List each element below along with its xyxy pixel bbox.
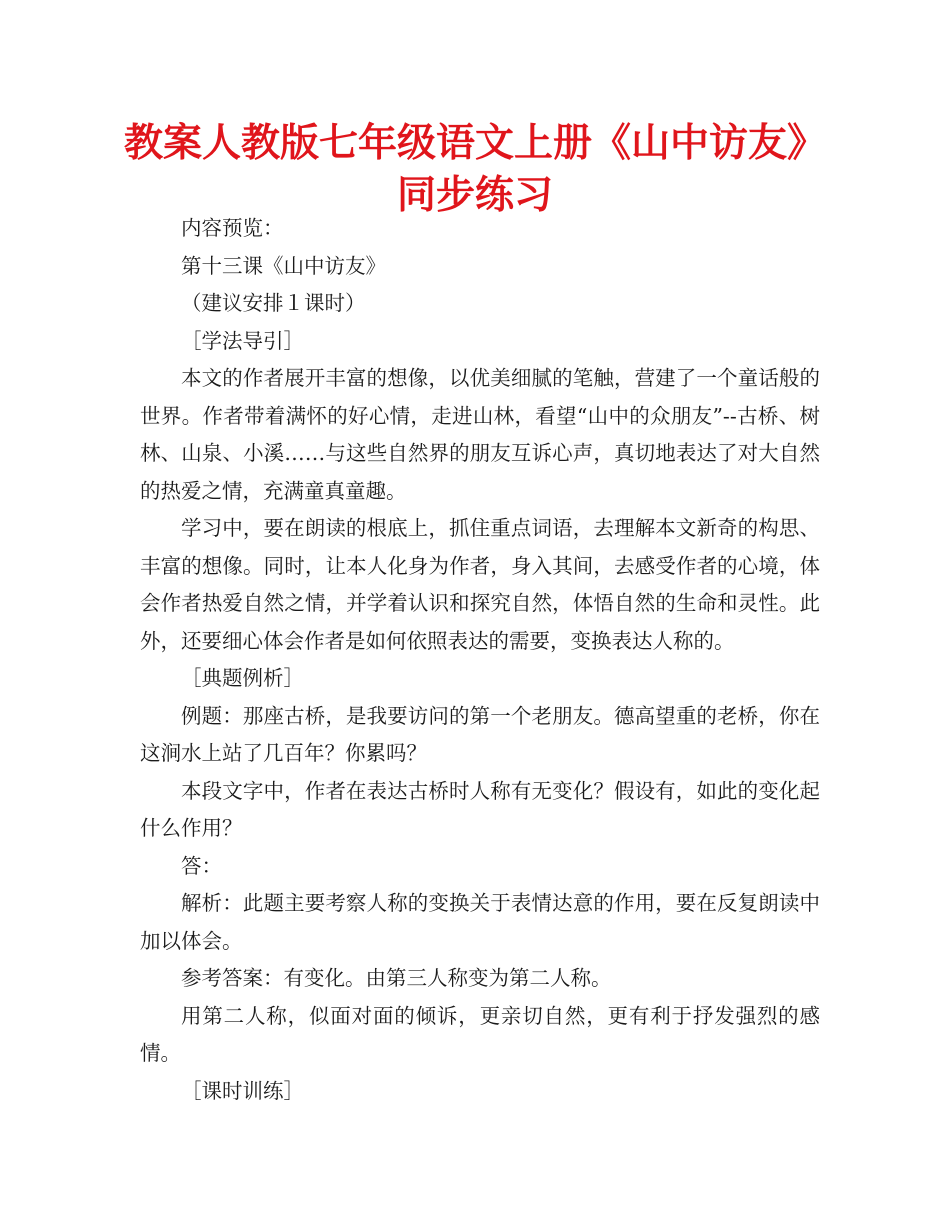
document-body bbox=[140, 210, 820, 1110]
paragraph: 本文的作者展开丰富的想像，以优美细腻的笔触，营建了一个童话般的世界。作者带着满怀的好心情，走进山林，看望“山中的众朋友”--古桥、树林、山泉、小溪……与这些自然界的朋友互诉心声，真切地表达了对大自然的热爱之情，充满童真童趣。 bbox=[140, 366, 820, 503]
section-heading-training: ［课时训练］ bbox=[181, 1078, 304, 1103]
title-line-2: 同步练习 bbox=[396, 173, 553, 218]
paragraph: 本段文字中，作者在表达古桥时人称有无变化？假设有，如此的变化起什么作用？ bbox=[140, 778, 820, 840]
document-title bbox=[120, 118, 830, 222]
title-line-1: 教案人教版七年级语文上册《山中访友》 bbox=[123, 121, 826, 166]
paragraph-lesson-title: 第十三课《山中访友》 bbox=[181, 253, 386, 278]
paragraph-schedule: （建议安排１课时） bbox=[181, 291, 366, 315]
paragraph-analysis: 解析：此题主要考察人称的变换关于表情达意的作用，要在反复朗读中加以体会。 bbox=[140, 891, 820, 953]
paragraph: 用第二人称，似面对面的倾诉，更亲切自然，更有利于抒发强烈的感情。 bbox=[140, 1003, 820, 1065]
paragraph: 学习中，要在朗读的根底上，抓住重点词语，去理解本文新奇的构思、丰富的想像。同时，让本人化身为作者，身入其间，去感受作者的心境，体会作者热爱自然之情，并学着认识和探究自然，体悟自然的生命和灵性。此外，还要细心体会作者是如何依照表达的需要，变换表达人称的。 bbox=[140, 516, 820, 653]
paragraph-preview-label: 内容预览： bbox=[181, 216, 284, 240]
paragraph-example-question: 例题：那座古桥，是我要访问的第一个老朋友。德高望重的老桥，你在这涧水上站了几百年？你累吗？ bbox=[140, 703, 820, 765]
section-heading-example: ［典题例析］ bbox=[181, 666, 304, 690]
paragraph-reference-answer: 参考答案：有变化。由第三人称变为第二人称。 bbox=[181, 966, 612, 990]
section-heading-study-guide: ［学法导引］ bbox=[181, 328, 304, 353]
paragraph-answer-label: 答： bbox=[181, 853, 222, 878]
